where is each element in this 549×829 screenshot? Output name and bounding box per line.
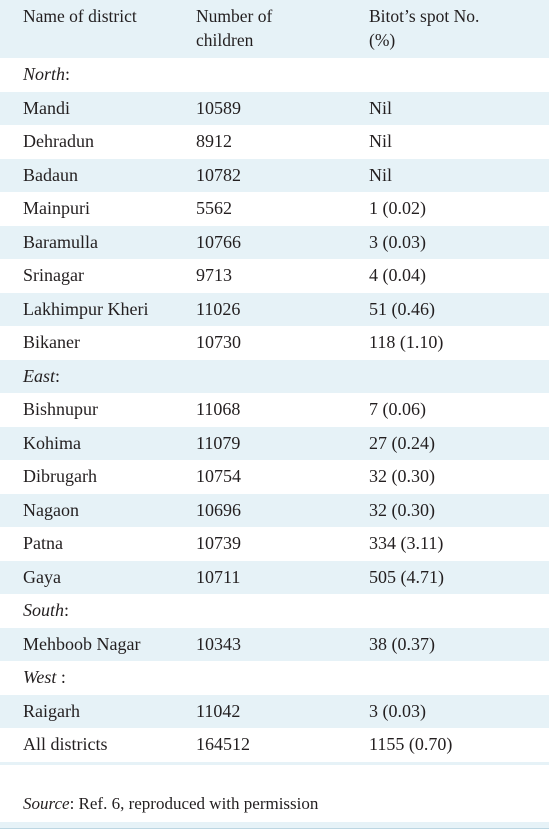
cell-children: 10739 [196,533,241,553]
cell-district: Baramulla [23,231,98,252]
cell-children: 10589 [196,97,241,118]
cell-children: 10343 [196,633,241,654]
cell-bitot: 1155 (0.70) [369,734,453,754]
table-row [0,159,549,193]
cell-children: 10730 [196,332,241,352]
section-row [0,58,549,92]
section-row [0,360,549,394]
cell-bitot: 1 (0.02) [369,198,426,218]
cell-bitot: 118 (1.10) [369,332,444,352]
table-row [0,460,549,494]
cell-children: 11079 [196,432,241,453]
cell-district: Nagaon [23,499,79,520]
cell-bitot: 4 (0.04) [369,265,426,285]
section-row [0,594,549,628]
cell-bitot: 3 (0.03) [369,700,426,721]
header-children-line2: children [196,30,254,50]
table-header [0,0,549,58]
header-bitot-line1: Bitot’s spot No. [369,6,480,26]
cell-children: 8912 [196,131,232,151]
cell-bitot: 32 (0.30) [369,499,435,520]
table-row [0,125,549,159]
cell-children: 10696 [196,499,241,520]
cell-district: Mandi [23,97,70,118]
section-label: East [23,365,56,386]
cell-children: 11068 [196,399,241,419]
section-label: North [23,64,66,84]
section-row [0,661,549,695]
cell-district: Patna [23,533,63,553]
cell-children: 9713 [196,265,232,285]
table-row [0,427,549,461]
header-bitot [369,4,479,52]
cell-bitot: 38 (0.37) [369,633,435,654]
section-suffix: : [65,64,71,84]
header-children-line1: Number of [196,6,273,26]
cell-district: Mehboob Nagar [23,633,141,654]
cell-district: Raigarh [23,700,80,721]
table-row [0,628,549,662]
cell-district: Dehradun [23,131,94,151]
table-row [0,393,549,427]
cell-district: Dibrugarh [23,466,97,486]
cell-bitot: 334 (3.11) [369,533,444,553]
section-label: West [23,667,57,687]
cell-district: Mainpuri [23,198,90,218]
cell-district: Bishnupur [23,399,99,419]
table-row [0,494,549,528]
table-row [0,192,549,226]
cell-bitot: 7 (0.06) [369,399,426,419]
header-bitot-line2: (%) [369,30,396,50]
cell-children: 11026 [196,298,241,319]
cell-bitot: 505 (4.71) [369,566,444,587]
cell-district: Kohima [23,432,81,453]
cell-district: Badaun [23,164,78,185]
empty-row [0,765,549,787]
cell-bitot: 51 (0.46) [369,298,435,319]
cell-district: Bikaner [23,332,80,352]
cell-children: 5562 [196,198,232,218]
section-label: South [23,600,65,620]
cell-bitot: Nil [369,131,393,151]
source-text: : Ref. 6, reproduced with permission [69,794,319,813]
cell-district: Gaya [23,566,61,587]
section-suffix: : [55,365,61,386]
table-row [0,326,549,360]
header-children [196,4,272,52]
source-note [0,786,549,822]
cell-bitot: Nil [369,164,393,185]
cell-children: 164512 [196,734,250,754]
cell-district: All districts [23,734,108,754]
section-suffix: : [56,667,66,687]
cell-children: 10766 [196,231,241,252]
table-row [0,695,549,729]
table-row [0,561,549,595]
cell-bitot: 3 (0.03) [369,231,426,252]
table-row [0,293,549,327]
table-row [0,226,549,260]
cell-bitot: 27 (0.24) [369,432,435,453]
table-row [0,259,549,293]
header-district: Name of district [23,6,137,26]
cell-children: 11042 [196,700,241,721]
cell-children: 10711 [196,566,241,587]
table-row [0,92,549,126]
source-label: Source [23,794,70,813]
cell-bitot: 32 (0.30) [369,466,435,486]
cell-district: Lakhimpur Kheri [23,298,149,319]
cell-bitot: Nil [369,97,393,118]
section-suffix: : [64,600,70,620]
cell-district: Srinagar [23,265,84,285]
cell-children: 10782 [196,164,241,185]
table-row [0,527,549,561]
table-row [0,728,549,762]
cell-children: 10754 [196,466,241,486]
